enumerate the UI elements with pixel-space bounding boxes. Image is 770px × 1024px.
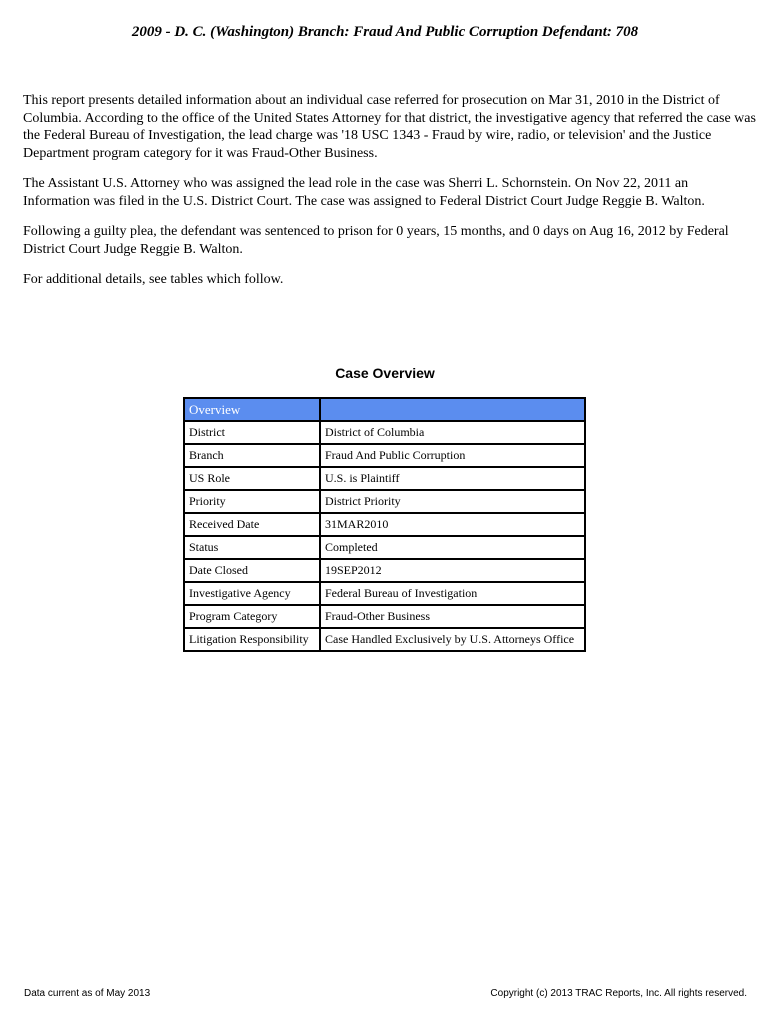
row-value: District of Columbia xyxy=(320,421,585,444)
paragraph-details: For additional details, see tables which follow. xyxy=(23,272,284,287)
paragraph-sentence: Following a guilty plea, the defendant was sentenced to prison for 0 years, 15 months, and 0 days on Aug 16, 2012 by Federal District Court Judge Reggie B. Walton. xyxy=(23,224,729,257)
table-row xyxy=(184,536,585,559)
row-label: Received Date xyxy=(184,513,320,536)
paragraph-attorney: The Assistant U.S. Attorney who was assigned the lead role in the case was Sherri L. Schornstein. On Nov 22, 2011 an Information was filed in the U.S. District Court. The case was assigned to Federal District Court Judge Reggie B. Walton. xyxy=(23,176,705,209)
row-label: Litigation Responsibility xyxy=(184,628,320,651)
footer-copyright: Copyright (c) 2013 TRAC Reports, Inc. All rights reserved. xyxy=(490,988,747,999)
row-label: US Role xyxy=(184,467,320,490)
row-value: Completed xyxy=(320,536,585,559)
row-label: Date Closed xyxy=(184,559,320,582)
row-label: Program Category xyxy=(184,605,320,628)
table-row xyxy=(184,628,585,651)
table-row xyxy=(184,513,585,536)
row-label: Investigative Agency xyxy=(184,582,320,605)
row-label: District xyxy=(184,421,320,444)
table-row xyxy=(184,467,585,490)
table-title: Case Overview xyxy=(335,365,435,381)
header-value xyxy=(320,398,585,421)
table-row xyxy=(184,605,585,628)
table-row xyxy=(184,559,585,582)
header-overview: Overview xyxy=(184,398,320,421)
row-value: Fraud-Other Business xyxy=(320,605,585,628)
report-body xyxy=(23,92,758,302)
page-title: 2009 - D. C. (Washington) Branch: Fraud And Public Corruption Defendant: 708 xyxy=(131,24,639,40)
row-label: Priority xyxy=(184,490,320,513)
table-row xyxy=(184,582,585,605)
row-label: Branch xyxy=(184,444,320,467)
paragraph-referral: This report presents detailed information about an individual case referred for prosecution on Mar 31, 2010 in the District of Columbia. According to the office of the United States Attorney for that district, the investigative agency that referred the case was the Federal Bureau of Investigation, the lead charge was '18 USC 1343 - Fraud by wire, radio, or television' and the Justice Department program category for it was Fraud-Other Business. xyxy=(23,93,756,161)
row-value: 31MAR2010 xyxy=(320,513,585,536)
row-value: U.S. is Plaintiff xyxy=(320,467,585,490)
row-value: 19SEP2012 xyxy=(320,559,585,582)
footer-data-current: Data current as of May 2013 xyxy=(24,988,151,999)
case-overview-table xyxy=(183,397,586,652)
row-label: Status xyxy=(184,536,320,559)
table-row xyxy=(184,444,585,467)
table-row xyxy=(184,490,585,513)
row-value: Fraud And Public Corruption xyxy=(320,444,585,467)
row-value: District Priority xyxy=(320,490,585,513)
table-header-row xyxy=(184,398,585,421)
table-row xyxy=(184,421,585,444)
row-value: Case Handled Exclusively by U.S. Attorneys Office xyxy=(320,628,585,651)
row-value: Federal Bureau of Investigation xyxy=(320,582,585,605)
